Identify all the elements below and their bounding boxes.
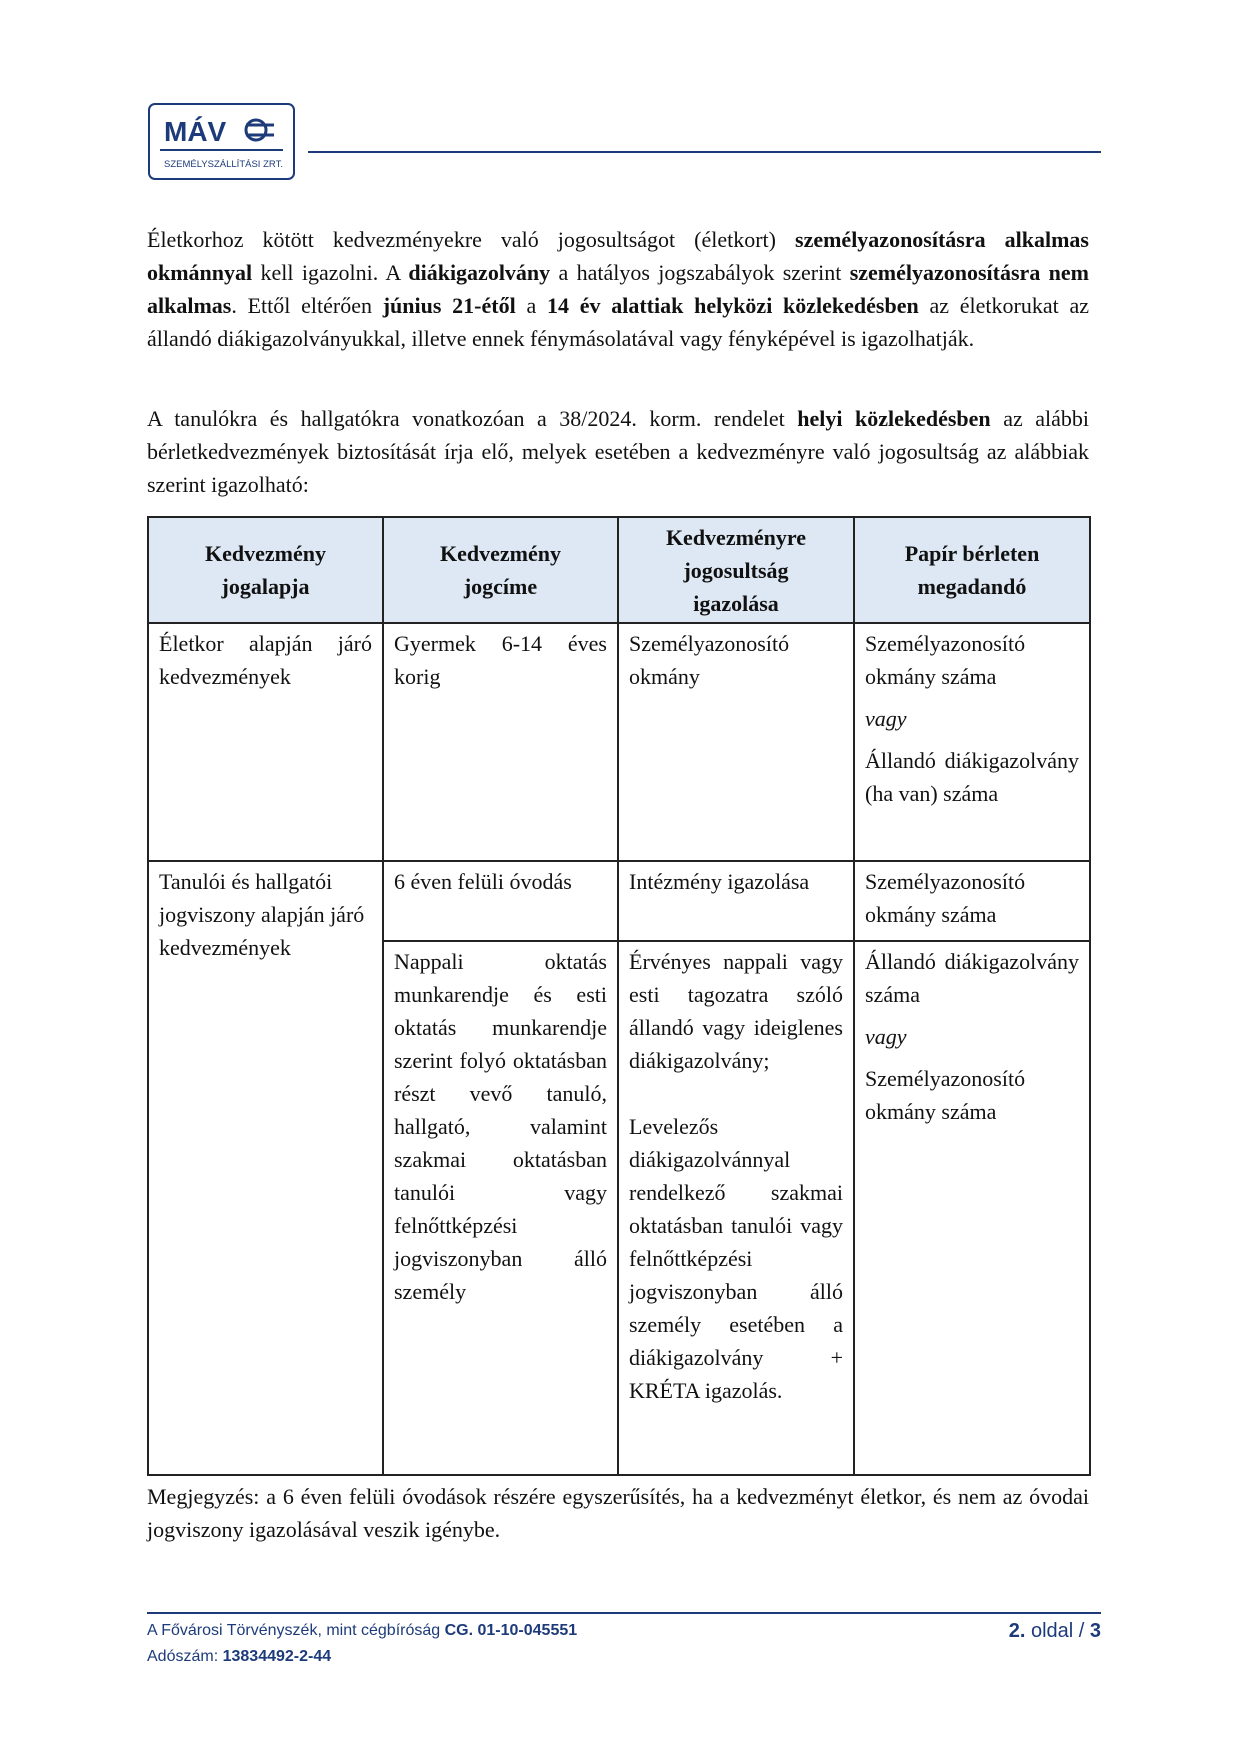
- mav-logo: [148, 103, 295, 180]
- table-row: [148, 623, 1090, 861]
- page-number: 2. oldal / 3: [1008, 1620, 1101, 1642]
- table-header-row: [148, 517, 1090, 623]
- row2-legal-basis: Tanulói és hallgatói jogviszony alapján járó kedvezmények: [148, 861, 383, 1475]
- row1-verification: Személyazonosító okmány: [618, 623, 854, 861]
- note-text: Megjegyzés: a 6 éven felüli óvodások részére egyszerűsítés, ha a kedvezményt életkor, és nem az óvodai jogviszony igazolásával veszik igénybe.: [147, 1484, 1089, 1542]
- row3-verification: Érvényes nappali vagy esti tagozatra szóló állandó vagy ideiglenes diákigazolvány; Levelezős diákigazolvánnyal rendelkező szakmai oktatásban tanulói vagy felnőttképzési jogviszonyban álló személy esetében a diákigazolvány + KRÉTA igazolás.: [618, 941, 854, 1475]
- header-paper-pass: Papír bérleten megadandó: [854, 517, 1090, 623]
- row1-title: Gyermek 6-14 éves korig: [383, 623, 618, 861]
- row2-verification: Intézmény igazolása: [618, 861, 854, 941]
- header-title: Kedvezmény jogcíme: [383, 517, 618, 623]
- court-registration: A Fővárosi Törvényszék, mint cégbíróság CG. 01-10-045551: [147, 1622, 578, 1639]
- logo-subtitle: SZEMÉLYSZÁLLÍTÁSI ZRT.: [164, 159, 283, 170]
- row1-paper-pass: Személyazonosító okmány száma vagy Állandó diákigazolvány (ha van) száma: [854, 623, 1090, 861]
- footer-divider: [147, 1612, 1101, 1614]
- table-row: [148, 861, 1090, 941]
- row2-title: 6 éven felüli óvodás: [383, 861, 618, 941]
- paragraph-student-discounts: A tanulókra és hallgatókra vonatkozóan a 38/2024. korm. rendelet helyi közlekedésben az alábbi bérletkedvezmények biztosítását írja elő, melyek esetében a kedvezményre való jogosultság az alábbiak szerint igazolható:: [147, 406, 1089, 497]
- discount-table: [147, 516, 1091, 1476]
- header-divider: [308, 151, 1101, 153]
- row1-legal-basis: Életkor alapján járó kedvezmények: [148, 623, 383, 861]
- tax-number: Adószám: 13834492-2-44: [147, 1648, 332, 1665]
- header-verification: Kedvezményre jogosultság igazolása: [618, 517, 854, 623]
- row3-paper-pass: Állandó diákigazolvány száma vagy Személyazonosító okmány száma: [854, 941, 1090, 1475]
- row3-title: Nappali oktatás munkarendje és esti oktatás munkarendje szerint folyó oktatásban részt vevő tanuló, hallgató, valamint szakmai oktatásban tanulói vagy felnőttképzési jogviszonyban álló személy: [383, 941, 618, 1475]
- logo-text: MÁV: [164, 116, 227, 147]
- footer-company-info: [147, 1618, 577, 1670]
- header-legal-basis: Kedvezmény jogalapja: [148, 517, 383, 623]
- row2-paper-pass: Személyazonosító okmány száma: [854, 861, 1090, 941]
- paragraph-age-verification: Életkorhoz kötött kedvezményekre való jogosultságot (életkort) személyazonosításra alkalmas okmánnyal kell igazolni. A diákigazolvány a hatályos jogszabályok szerint személyazonosításra nem alkalmas. Ettől eltérően június 21-étől a 14 év alattiak helyközi közlekedésben az életkorukat az állandó diákigazolványukkal, illetve ennek fénymásolatával vagy fényképével is igazolhatják.: [147, 227, 1089, 351]
